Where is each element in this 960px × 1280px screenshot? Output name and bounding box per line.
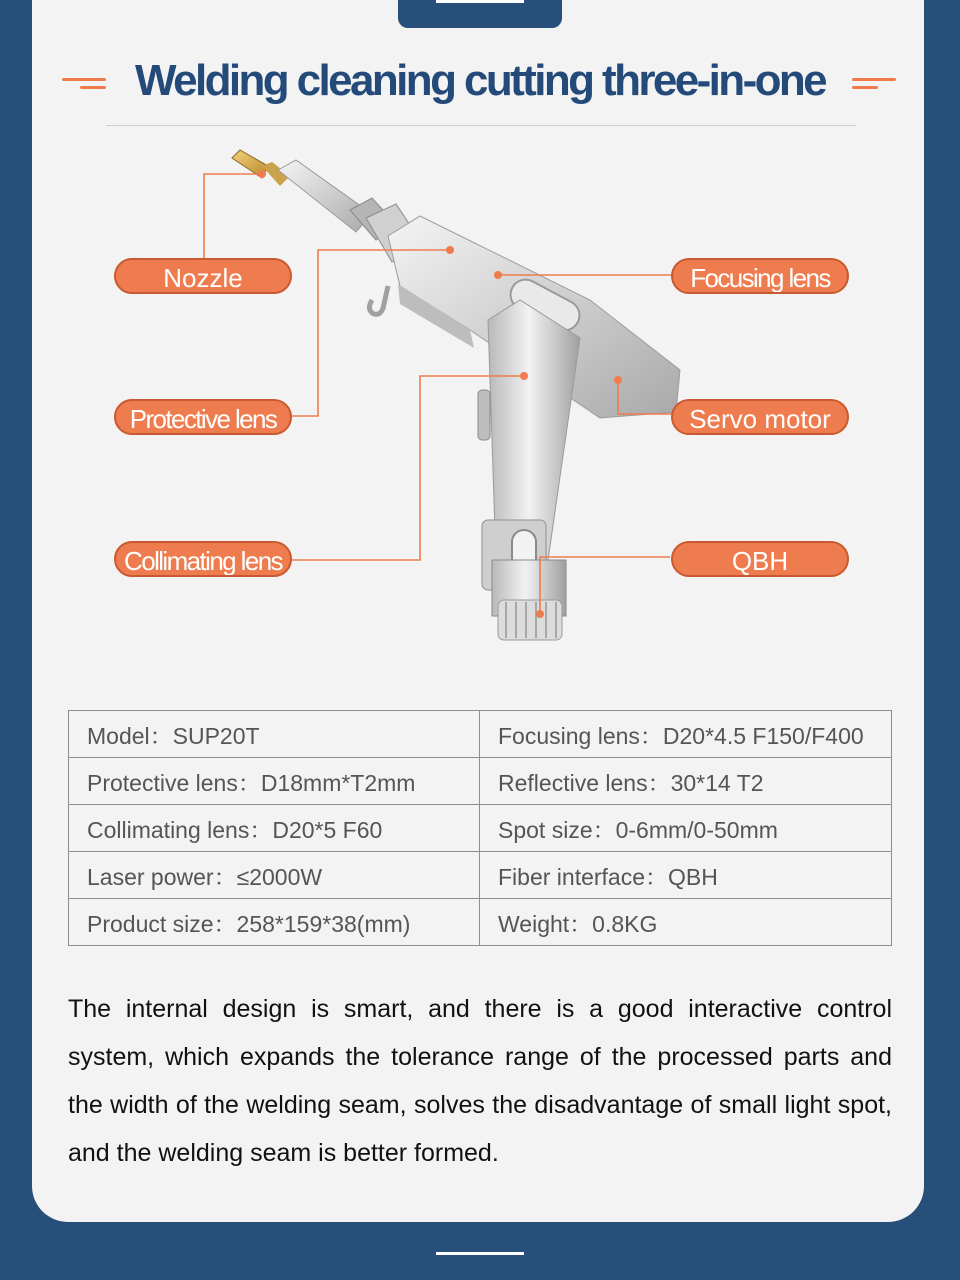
spec-cell: Spot size：0-6mm/0-50mm (480, 805, 892, 852)
gun-handle (478, 300, 580, 590)
spec-cell: Protective lens：D18mm*T2mm (69, 758, 480, 805)
spec-cell: Weight：0.8KG (480, 899, 892, 946)
spec-cell: Laser power：≤2000W (69, 852, 480, 899)
table-row (69, 805, 892, 852)
spec-cell: Reflective lens：30*14 T2 (480, 758, 892, 805)
description-paragraph: The internal design is smart, and there is a good interactive control system, which expands the tolerance range of the processed parts and the width of the welding seam, solves the disadvantage of small light spot, and the welding seam is better formed. (68, 995, 892, 1167)
callout-protective-lens: Protective lens (114, 399, 292, 435)
callout-servo-motor: Servo motor (671, 399, 849, 435)
table-row (69, 852, 892, 899)
top-tab-line (436, 0, 524, 3)
callout-qbh: QBH (671, 541, 849, 577)
spec-cell: Product size：258*159*38(mm) (69, 899, 480, 946)
page-title: Welding cleaning cutting three-in-one (134, 56, 826, 105)
spec-cell: Fiber interface：QBH (480, 852, 892, 899)
spec-cell: Focusing lens：D20*4.5 F150/F400 (480, 711, 892, 758)
hook (369, 286, 388, 314)
callout-nozzle: Nozzle (114, 258, 292, 294)
qbh-connector (492, 560, 566, 640)
table-row (69, 899, 892, 946)
callout-collimating-lens: Collimating lens (114, 541, 292, 577)
spec-cell: Collimating lens：D20*5 F60 (69, 805, 480, 852)
top-tab (398, 0, 562, 28)
table-row (69, 711, 892, 758)
specs-table (68, 710, 892, 946)
leader-nozzle (204, 174, 262, 258)
bottom-tab (398, 1240, 562, 1280)
callout-focusing-lens: Focusing lens (671, 258, 849, 294)
table-row (69, 758, 892, 805)
spec-cell: Model：SUP20T (69, 711, 480, 758)
